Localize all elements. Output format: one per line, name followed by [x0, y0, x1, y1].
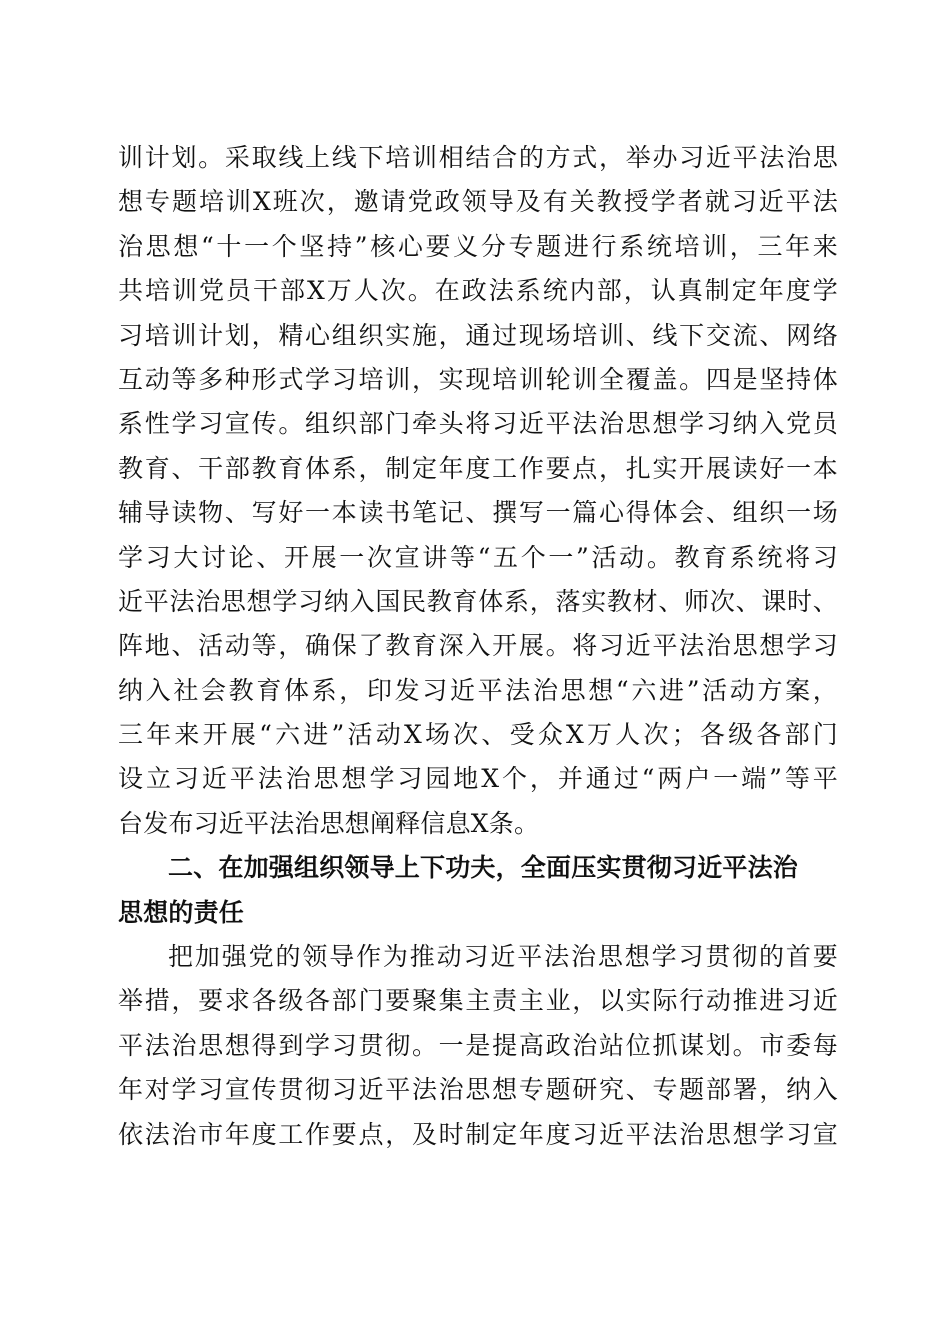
- body-line: 训计划。采取线上线下培训相结合的方式，举办习近平法治思: [118, 143, 838, 172]
- body-line: 把加强党的领导作为推动习近平法治思想学习贯彻的首要: [168, 942, 838, 972]
- body-line: 系性学习宣传。组织部门牵头将习近平法治思想学习纳入党员: [118, 409, 838, 439]
- body-line: 近平法治思想学习纳入国民教育体系，落实教材、师次、课时、: [118, 586, 838, 616]
- body-line: 平法治思想得到学习贯彻。一是提高政治站位抓谋划。市委每: [118, 1030, 838, 1060]
- body-line: 治思想“十一个坚持”核心要义分专题进行系统培训，三年来: [118, 231, 838, 261]
- body-line: 习培训计划，精心组织实施，通过现场培训、线下交流、网络: [118, 320, 838, 350]
- body-line: 共培训党员干部X万人次。在政法系统内部，认真制定年度学: [118, 276, 838, 306]
- body-line: 设立习近平法治思想学习园地X个，并通过“两户一端”等平: [118, 764, 838, 794]
- body-line: 想专题培训X班次，邀请党政领导及有关教授学者就习近平法: [118, 187, 838, 217]
- section-heading: 二、在加强组织领导上下功夫，全面压实贯彻习近平法治: [168, 853, 799, 883]
- body-line: 纳入社会教育体系，印发习近平法治思想“六进”活动方案，: [118, 675, 838, 705]
- section-heading: 思想的责任: [118, 897, 245, 927]
- body-line: 台发布习近平法治思想阐释信息X条。: [118, 808, 540, 838]
- body-line: 举措，要求各级各部门要聚集主责主业，以实际行动推进习近: [118, 986, 838, 1016]
- body-line: 依法治市年度工作要点，及时制定年度习近平法治思想学习宣: [118, 1119, 838, 1149]
- body-line: 辅导读物、写好一本读书笔记、撰写一篇心得体会、组织一场: [118, 498, 838, 528]
- body-line: 学习大讨论、开展一次宣讲等“五个一”活动。教育系统将习: [118, 542, 838, 572]
- document-body: [118, 136, 838, 1157]
- body-line: 互动等多种形式学习培训，实现培训轮训全覆盖。四是坚持体: [118, 364, 838, 394]
- body-line: 三年来开展“六进”活动X场次、受众X万人次；各级各部门: [118, 720, 838, 750]
- body-line: 年对学习宣传贯彻习近平法治思想专题研究、专题部署，纳入: [118, 1075, 838, 1105]
- body-line: 阵地、活动等，确保了教育深入开展。将习近平法治思想学习: [118, 631, 838, 661]
- body-line: 教育、干部教育体系，制定年度工作要点，扎实开展读好一本: [118, 453, 838, 483]
